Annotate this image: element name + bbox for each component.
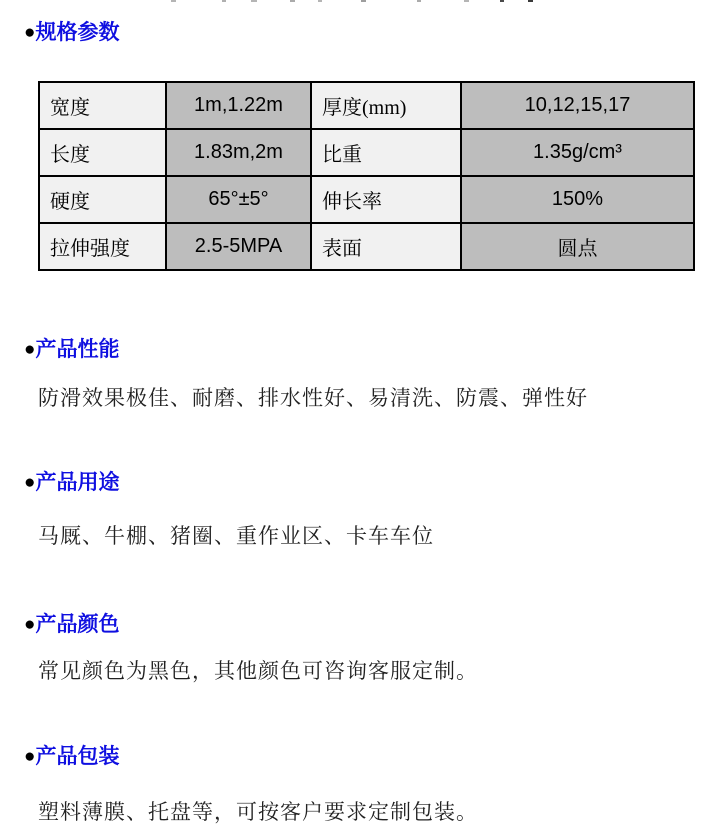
clipped-text-remnant	[0, 0, 708, 4]
section-title: 产品用途	[35, 471, 120, 494]
section-heading-color	[24, 613, 119, 637]
bullet-icon: ●	[24, 339, 36, 360]
table-row	[39, 176, 694, 223]
spec-value: 1.35g/cm³	[461, 129, 694, 176]
usage-text: 马厩、牛棚、猪圈、重作业区、卡车车位	[38, 524, 434, 548]
spec-value: 1.83m,2m	[166, 129, 311, 176]
spec-label: 硬度	[39, 176, 166, 223]
spec-label: 比重	[311, 129, 461, 176]
spec-value: 圆点	[461, 223, 694, 270]
section-title: 产品颜色	[35, 613, 120, 636]
section-heading-spec-params	[24, 21, 119, 45]
spec-label: 宽度	[39, 82, 166, 129]
bullet-icon: ●	[24, 614, 36, 635]
table-row	[39, 223, 694, 270]
bullet-icon: ●	[24, 746, 36, 767]
color-text: 常见颜色为黑色，其他颜色可咨询客服定制。	[38, 659, 478, 683]
section-heading-performance	[24, 338, 119, 362]
spec-label: 拉伸强度	[39, 223, 166, 270]
section-heading-usage	[24, 471, 119, 495]
spec-value: 1m,1.22m	[166, 82, 311, 129]
spec-label: 伸长率	[311, 176, 461, 223]
spec-value: 10,12,15,17	[461, 82, 694, 129]
spec-table	[38, 81, 695, 271]
section-title: 产品性能	[35, 338, 120, 361]
spec-value: 65°±5°	[166, 176, 311, 223]
table-row	[39, 82, 694, 129]
spec-label: 厚度(mm)	[311, 82, 461, 129]
packaging-text: 塑料薄膜、托盘等，可按客户要求定制包装。	[38, 800, 478, 824]
bullet-icon: ●	[24, 22, 36, 43]
spec-label: 表面	[311, 223, 461, 270]
table-row	[39, 129, 694, 176]
performance-text: 防滑效果极佳、耐磨、排水性好、易清洗、防震、弹性好	[38, 386, 588, 410]
section-title: 规格参数	[35, 21, 120, 44]
spec-value: 2.5-5MPA	[166, 223, 311, 270]
spec-label: 长度	[39, 129, 166, 176]
bullet-icon: ●	[24, 472, 36, 493]
section-heading-packaging	[24, 745, 119, 769]
spec-value: 150%	[461, 176, 694, 223]
section-title: 产品包装	[35, 745, 120, 768]
